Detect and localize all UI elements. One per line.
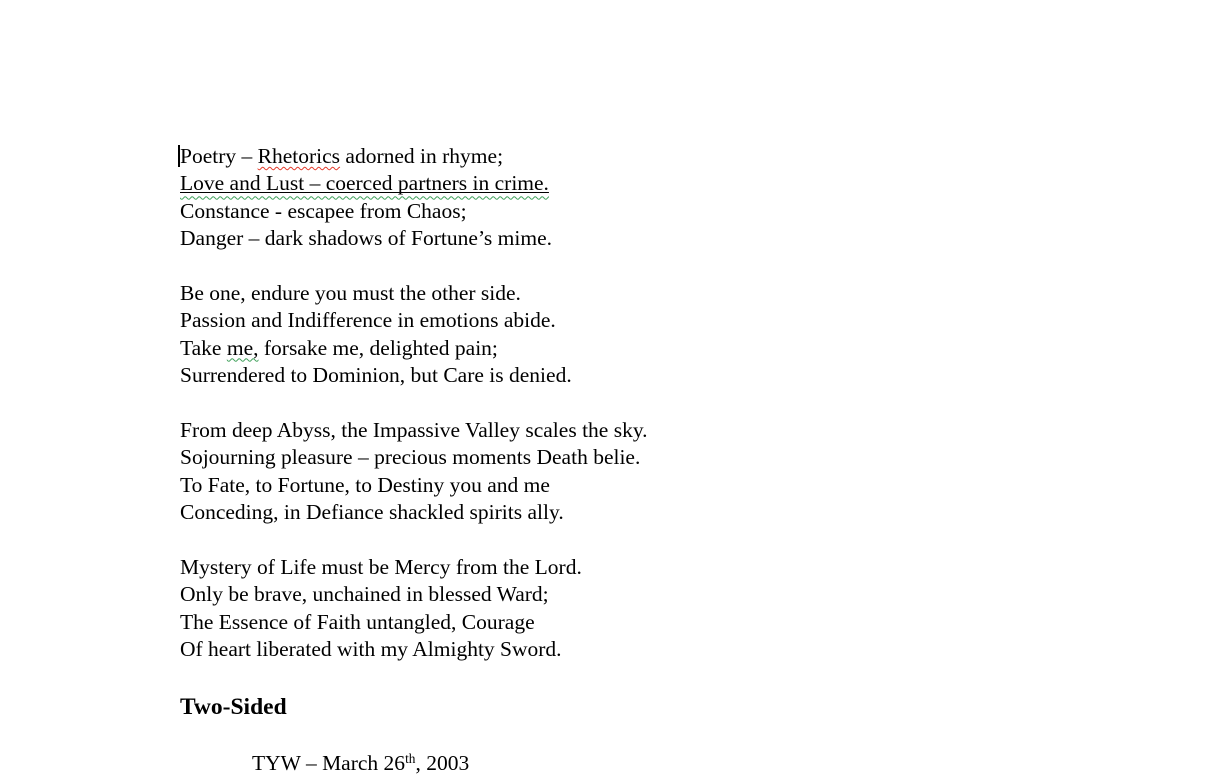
text-segment: Surrendered to Dominion, but Care is denied. bbox=[180, 363, 572, 388]
misspelled-text: Rhetorics bbox=[257, 144, 341, 168]
poem-line[interactable] bbox=[180, 444, 648, 471]
grammar-flagged-text bbox=[180, 171, 549, 195]
poem-line[interactable] bbox=[180, 335, 648, 362]
text-segment: Sojourning pleasure – precious moments Death belie. bbox=[180, 445, 641, 470]
poem-line[interactable] bbox=[180, 609, 648, 636]
byline-suffix: , 2003 bbox=[415, 751, 470, 775]
stanza bbox=[180, 554, 648, 664]
poem-line[interactable] bbox=[180, 499, 648, 526]
poem-title[interactable]: Two-Sided bbox=[180, 694, 287, 720]
poem-line[interactable] bbox=[180, 280, 648, 307]
grammar-flagged-text: Love and Lust – coerced partners in crime. bbox=[180, 171, 549, 196]
text-segment: From deep Abyss, the Impassive Valley scales the sky. bbox=[180, 417, 648, 442]
grammar-flagged-text: me, bbox=[226, 335, 259, 360]
poem-line[interactable] bbox=[180, 225, 648, 252]
poem-line[interactable] bbox=[180, 198, 648, 225]
poem-line[interactable] bbox=[180, 554, 648, 581]
text-segment: Of heart liberated with my Almighty Sword. bbox=[180, 637, 562, 662]
text-segment: Conceding, in Defiance shackled spirits ally. bbox=[180, 500, 564, 525]
byline-prefix: TYW – March 26 bbox=[252, 751, 406, 775]
text-segment: The Essence of Faith untangled, Courage bbox=[180, 609, 535, 634]
poem-line[interactable] bbox=[180, 417, 648, 444]
text-segment: Mystery of Life must be Mercy from the Lord. bbox=[180, 554, 582, 579]
text-segment: Danger – dark shadows of Fortune’s mime. bbox=[180, 226, 552, 251]
text-segment: Passion and Indifference in emotions abide. bbox=[180, 308, 556, 333]
poem-line[interactable] bbox=[180, 170, 648, 197]
text-segment: forsake me, delighted pain; bbox=[258, 335, 498, 360]
poem-line[interactable] bbox=[180, 307, 648, 334]
text-segment: Constance - escapee from Chaos; bbox=[180, 198, 467, 223]
poem-line[interactable] bbox=[180, 143, 648, 170]
byline[interactable] bbox=[252, 750, 469, 777]
text-segment: adorned in rhyme; bbox=[340, 144, 504, 168]
text-segment: To Fate, to Fortune, to Destiny you and me bbox=[180, 472, 550, 497]
poem-line[interactable] bbox=[180, 636, 648, 663]
byline-superscript: th bbox=[405, 750, 416, 766]
text-segment: Take bbox=[180, 335, 227, 360]
poem bbox=[180, 143, 648, 691]
stanza bbox=[180, 417, 648, 527]
stanza bbox=[180, 280, 648, 390]
poem-line[interactable] bbox=[180, 362, 648, 389]
text-segment: Only be brave, unchained in blessed Ward; bbox=[180, 582, 549, 607]
poem-line[interactable] bbox=[180, 472, 648, 499]
poem-line[interactable] bbox=[180, 581, 648, 608]
text-cursor bbox=[178, 145, 180, 167]
text-segment: Be one, endure you must the other side. bbox=[180, 280, 521, 305]
stanza bbox=[180, 143, 648, 253]
text-segment: Poetry – bbox=[180, 144, 258, 168]
